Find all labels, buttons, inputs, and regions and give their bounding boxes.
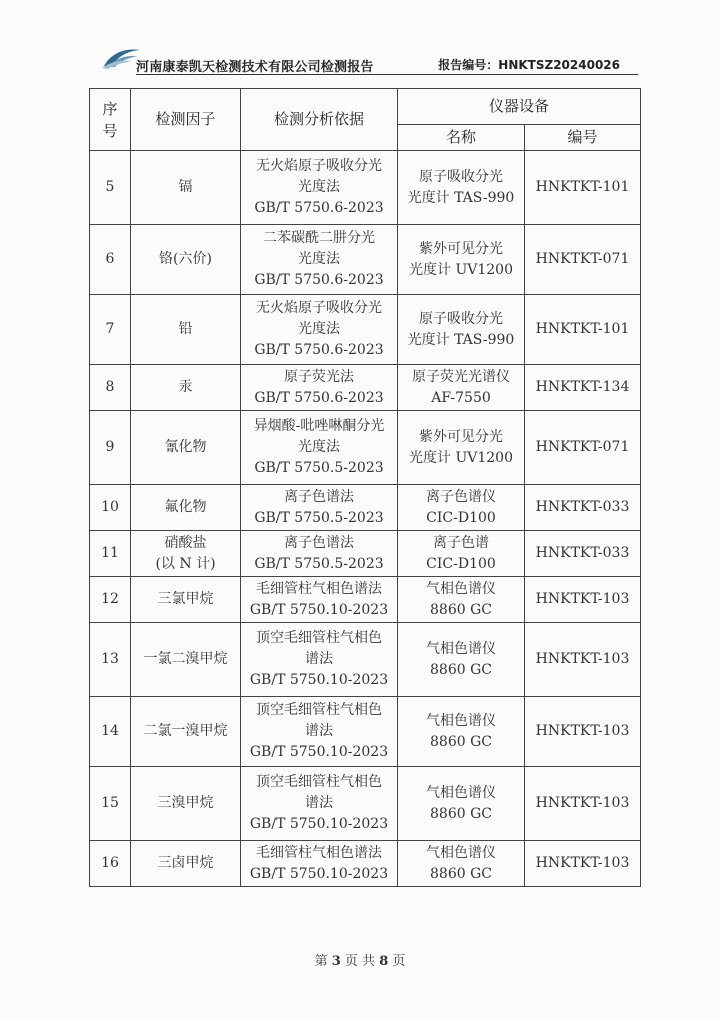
cell-method-line: 光度法	[298, 251, 340, 267]
cell-method	[241, 697, 398, 767]
cell-factor: 三溴甲烷	[131, 767, 241, 841]
page-current: 3	[331, 954, 341, 969]
cell-equipment-name	[398, 411, 525, 485]
cell-method	[241, 531, 398, 577]
cell-method	[241, 841, 398, 887]
cell-method	[241, 411, 398, 485]
header-name: 名称	[398, 125, 525, 151]
table-row	[90, 841, 641, 887]
page-footer	[0, 950, 720, 969]
table-row	[90, 485, 641, 531]
cell-equipment-name-line: 8860 GC	[430, 601, 492, 618]
page-total: 8	[379, 954, 389, 969]
cell-equipment-name-line: CIC-D100	[426, 555, 496, 572]
header-factor: 检测因子	[131, 89, 241, 151]
cell-equipment-name	[398, 365, 525, 411]
page-mid: 页 共	[344, 954, 376, 969]
cell-equipment-name-line: 原子吸收分光	[419, 310, 503, 327]
cell-method-line: 顶空毛细管柱气相色	[256, 774, 382, 790]
cell-equipment-id: HNKTKT-101	[525, 151, 641, 225]
cell-method-line: GB/T 5750.10-2023	[249, 816, 389, 832]
cell-equipment-name-line: 光度计 TAS-990	[407, 189, 515, 206]
cell-equipment-name-line: 气相色谱仪	[426, 844, 496, 861]
cell-method-line: GB/T 5750.10-2023	[249, 672, 389, 688]
cell-no: 8	[90, 365, 131, 411]
cell-equipment-name	[398, 623, 525, 697]
cell-method-line: GB/T 5750.6-2023	[254, 389, 384, 406]
cell-factor: 一氯二溴甲烷	[131, 623, 241, 697]
page-header	[98, 44, 638, 74]
cell-equipment-name-line: 原子荧光光谱仪	[412, 368, 510, 385]
cell-no: 14	[90, 697, 131, 767]
cell-method-line: GB/T 5750.10-2023	[249, 865, 389, 882]
table-row	[90, 295, 641, 365]
cell-equipment-id: HNKTKT-071	[525, 411, 641, 485]
cell-equipment-id: HNKTKT-033	[525, 531, 641, 577]
cell-equipment-id: HNKTKT-103	[525, 577, 641, 623]
cell-equipment-name-line: 8860 GC	[430, 805, 492, 822]
cell-equipment-name-line: 离子色谱	[433, 534, 489, 551]
cell-method-line: GB/T 5750.10-2023	[249, 601, 389, 618]
header-divider	[136, 74, 638, 75]
cell-equipment-id: HNKTKT-103	[525, 767, 641, 841]
cell-method-line: 原子荧光法	[284, 368, 354, 385]
cell-method-line: GB/T 5750.6-2023	[254, 342, 384, 358]
cell-factor: 二氯一溴甲烷	[131, 697, 241, 767]
table-row	[90, 531, 641, 577]
cell-method	[241, 295, 398, 365]
cell-factor: 镉	[131, 151, 241, 225]
cell-equipment-name-line: 8860 GC	[430, 865, 492, 882]
cell-no: 16	[90, 841, 131, 887]
cell-method-line: 异烟酸-吡唑啉酮分光	[253, 418, 385, 434]
cell-method	[241, 485, 398, 531]
cell-method-line: 顶空毛细管柱气相色	[256, 630, 382, 646]
cell-no: 15	[90, 767, 131, 841]
cell-no: 7	[90, 295, 131, 365]
cell-no: 5	[90, 151, 131, 225]
cell-factor: 铅	[131, 295, 241, 365]
cell-equipment-name	[398, 697, 525, 767]
cell-factor-line: (以 N 计)	[155, 555, 216, 572]
cell-method-line: 离子色谱法	[284, 488, 354, 505]
cell-method-line: GB/T 5750.5-2023	[254, 460, 384, 476]
cell-equipment-name	[398, 151, 525, 225]
cell-method-line: GB/T 5750.10-2023	[249, 744, 389, 760]
table-row	[90, 697, 641, 767]
cell-equipment-name-line: 气相色谱仪	[426, 784, 496, 801]
cell-equipment-name-line: 气相色谱仪	[426, 580, 496, 597]
company-name: 河南康泰凯天检测技术有限公司检测报告	[136, 60, 374, 75]
cell-equipment-name-line: 8860 GC	[430, 733, 492, 750]
cell-method-line: GB/T 5750.5-2023	[254, 509, 384, 526]
cell-method	[241, 225, 398, 295]
table-row	[90, 623, 641, 697]
cell-equipment-name	[398, 485, 525, 531]
cell-method	[241, 151, 398, 225]
cell-method-line: 谱法	[305, 795, 333, 811]
cell-equipment-id: HNKTKT-033	[525, 485, 641, 531]
header-id: 编号	[525, 125, 641, 151]
cell-no: 13	[90, 623, 131, 697]
cell-no: 6	[90, 225, 131, 295]
cell-factor: 三氯甲烷	[131, 577, 241, 623]
cell-equipment-name	[398, 295, 525, 365]
cell-method-line: 顶空毛细管柱气相色	[256, 702, 382, 718]
cell-equipment-name-line: 紫外可见分光	[419, 428, 503, 445]
cell-equipment-id: HNKTKT-103	[525, 697, 641, 767]
cell-method	[241, 623, 398, 697]
cell-factor	[131, 531, 241, 577]
cell-equipment-name	[398, 225, 525, 295]
cell-no: 12	[90, 577, 131, 623]
cell-method-line: 光度法	[298, 179, 340, 195]
header-method: 检测分析依据	[241, 89, 398, 151]
cell-method-line: 二苯碳酰二肼分光	[263, 230, 375, 246]
cell-equipment-id: HNKTKT-103	[525, 623, 641, 697]
cell-method-line: GB/T 5750.6-2023	[254, 272, 384, 288]
cell-method-line: 毛细管柱气相色谱法	[256, 580, 382, 597]
cell-equipment-name-line: 气相色谱仪	[426, 640, 496, 657]
cell-equipment-name	[398, 531, 525, 577]
cell-factor: 铬(六价)	[131, 225, 241, 295]
cell-equipment-id: HNKTKT-134	[525, 365, 641, 411]
cell-method	[241, 767, 398, 841]
cell-method-line: 光度法	[298, 439, 340, 455]
page-suffix: 页	[392, 954, 406, 969]
table-row	[90, 411, 641, 485]
cell-factor: 氰化物	[131, 411, 241, 485]
cell-method-line: 无火焰原子吸收分光	[256, 158, 382, 174]
cell-equipment-name-line: 紫外可见分光	[419, 240, 503, 257]
cell-equipment-name	[398, 577, 525, 623]
cell-factor: 三卤甲烷	[131, 841, 241, 887]
cell-method-line: 离子色谱法	[284, 534, 354, 551]
table-row	[90, 365, 641, 411]
page-prefix: 第	[314, 954, 328, 969]
cell-factor: 氟化物	[131, 485, 241, 531]
cell-equipment-name-line: AF-7550	[431, 389, 491, 406]
cell-equipment-name-line: 光度计 TAS-990	[407, 331, 515, 348]
cell-equipment-name	[398, 841, 525, 887]
cell-method-line: 谱法	[305, 651, 333, 667]
cell-factor: 汞	[131, 365, 241, 411]
cell-equipment-id: HNKTKT-101	[525, 295, 641, 365]
cell-equipment-name-line: 原子吸收分光	[419, 168, 503, 185]
cell-equipment-id: HNKTKT-103	[525, 841, 641, 887]
cell-method-line: GB/T 5750.6-2023	[254, 200, 384, 216]
equipment-table	[89, 88, 641, 887]
table-row	[90, 225, 641, 295]
cell-equipment-name-line: 8860 GC	[430, 661, 492, 678]
cell-factor-line: 硝酸盐	[164, 534, 207, 551]
table-row	[90, 151, 641, 225]
cell-method-line: 无火焰原子吸收分光	[256, 300, 382, 316]
cell-method	[241, 365, 398, 411]
cell-equipment-name	[398, 767, 525, 841]
cell-method-line: GB/T 5750.5-2023	[254, 555, 384, 572]
header-no: 序号	[90, 89, 131, 151]
cell-no: 11	[90, 531, 131, 577]
report-number: 报告编号：HNKTSZ20240026	[438, 58, 620, 72]
cell-equipment-name-line: CIC-D100	[426, 509, 496, 526]
table-row	[90, 767, 641, 841]
cell-no: 9	[90, 411, 131, 485]
cell-method-line: 谱法	[305, 723, 333, 739]
cell-equipment-name-line: 离子色谱仪	[426, 488, 496, 505]
table-row	[90, 577, 641, 623]
cell-equipment-name-line: 光度计 UV1200	[409, 449, 513, 466]
cell-method-line: 光度法	[298, 321, 340, 337]
cell-equipment-name-line: 光度计 UV1200	[409, 261, 513, 278]
cell-method	[241, 577, 398, 623]
cell-method-line: 毛细管柱气相色谱法	[256, 844, 382, 861]
cell-equipment-name-line: 气相色谱仪	[426, 712, 496, 729]
cell-no: 10	[90, 485, 131, 531]
header-equipment: 仪器设备	[398, 89, 641, 125]
cell-equipment-id: HNKTKT-071	[525, 225, 641, 295]
